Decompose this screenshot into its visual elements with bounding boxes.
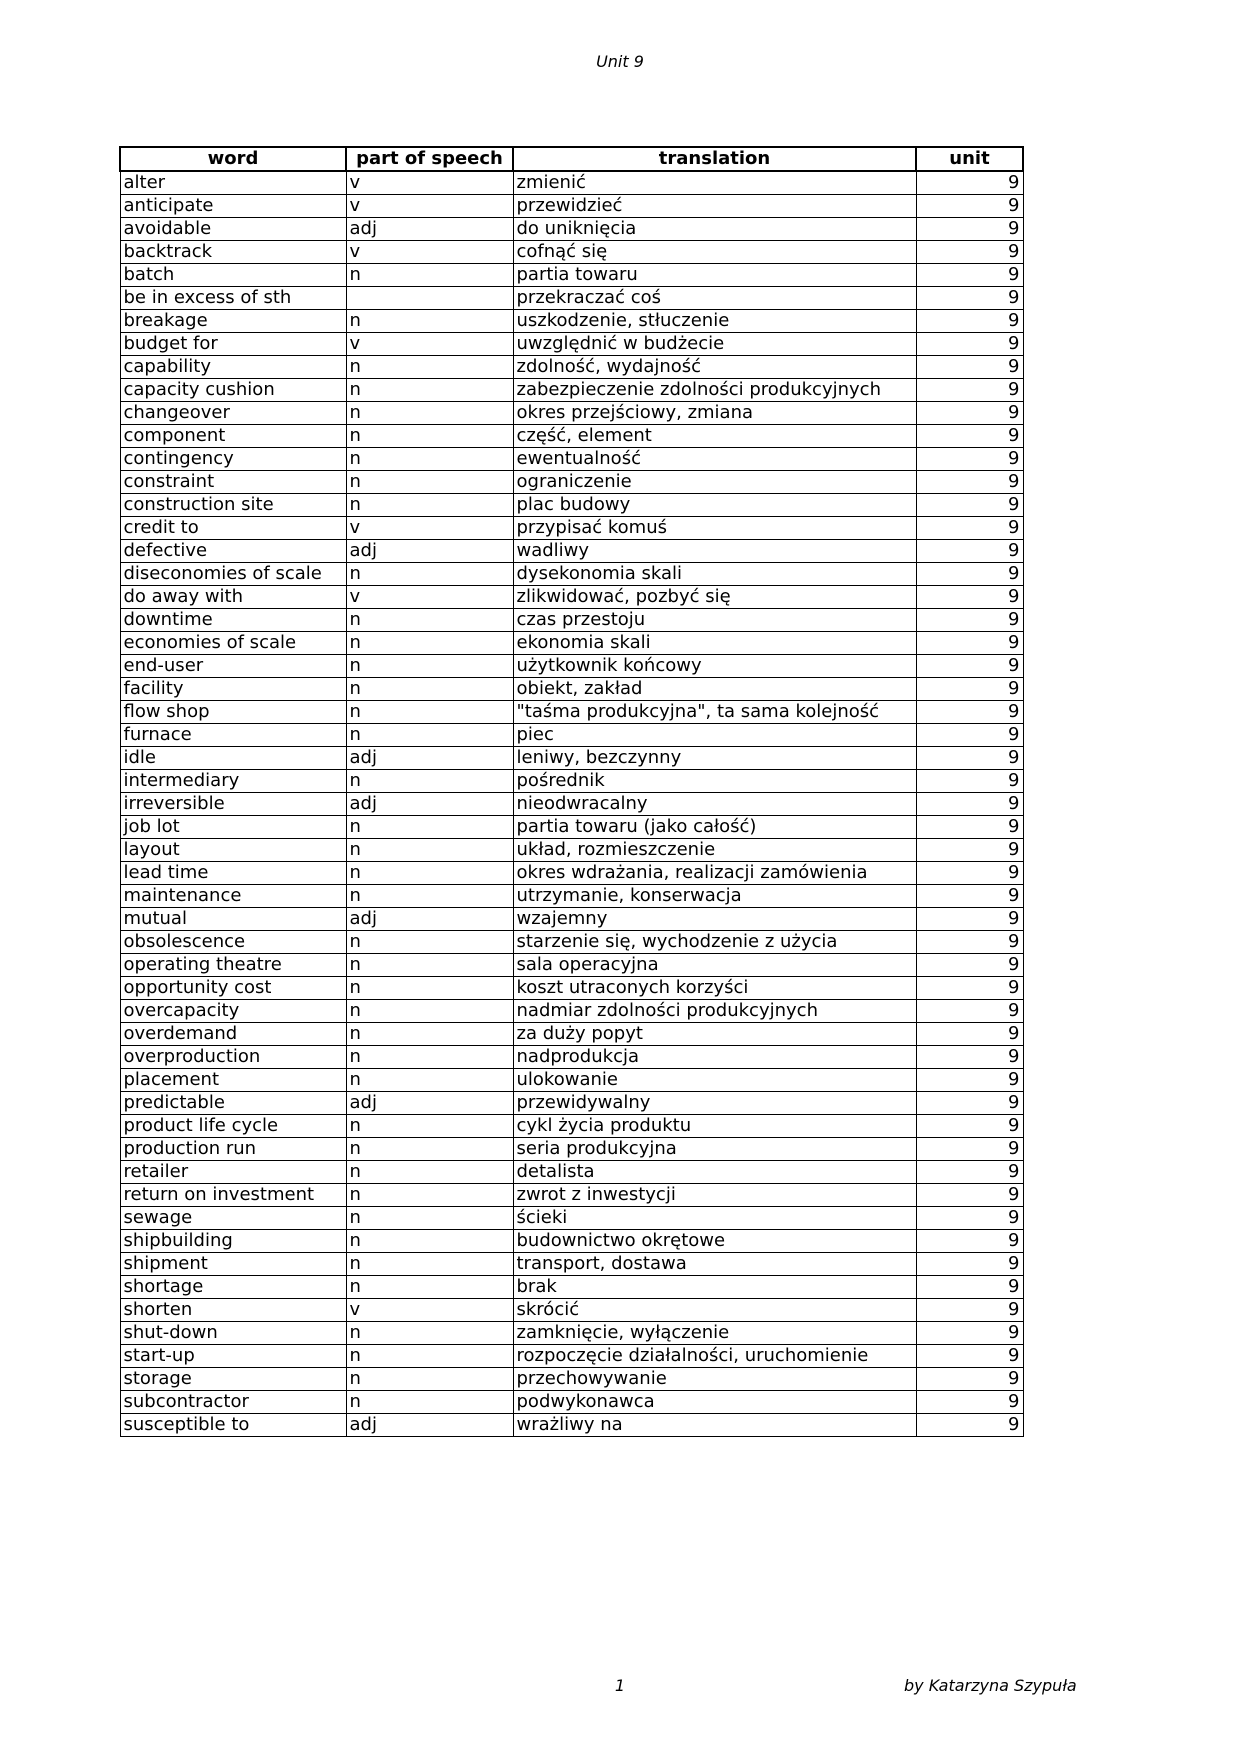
- part-of-speech-cell: adj: [346, 218, 513, 241]
- translation-cell: zamknięcie, wyłączenie: [513, 1322, 916, 1345]
- table-row: [120, 1368, 1023, 1391]
- part-of-speech-cell: adj: [346, 908, 513, 931]
- part-of-speech-cell: n: [346, 816, 513, 839]
- part-of-speech-cell: n: [346, 310, 513, 333]
- unit-cell: 9: [916, 171, 1023, 195]
- unit-cell: 9: [916, 379, 1023, 402]
- word-cell: operating theatre: [120, 954, 346, 977]
- translation-cell: seria produkcyjna: [513, 1138, 916, 1161]
- table-row: [120, 1322, 1023, 1345]
- table-row: [120, 241, 1023, 264]
- translation-cell: ewentualność: [513, 448, 916, 471]
- part-of-speech-cell: v: [346, 171, 513, 195]
- word-cell: flow shop: [120, 701, 346, 724]
- word-cell: avoidable: [120, 218, 346, 241]
- part-of-speech-cell: n: [346, 1322, 513, 1345]
- part-of-speech-cell: adj: [346, 540, 513, 563]
- word-cell: facility: [120, 678, 346, 701]
- word-cell: lead time: [120, 862, 346, 885]
- word-cell: capacity cushion: [120, 379, 346, 402]
- part-of-speech-cell: adj: [346, 1092, 513, 1115]
- unit-cell: 9: [916, 494, 1023, 517]
- unit-cell: 9: [916, 655, 1023, 678]
- translation-cell: "taśma produkcyjna", ta sama kolejność: [513, 701, 916, 724]
- unit-cell: 9: [916, 1046, 1023, 1069]
- translation-cell: przewidywalny: [513, 1092, 916, 1115]
- translation-cell: budownictwo okrętowe: [513, 1230, 916, 1253]
- part-of-speech-cell: n: [346, 356, 513, 379]
- translation-cell: okres wdrażania, realizacji zamówienia: [513, 862, 916, 885]
- table-row: [120, 839, 1023, 862]
- translation-cell: nieodwracalny: [513, 793, 916, 816]
- part-of-speech-cell: n: [346, 563, 513, 586]
- word-cell: susceptible to: [120, 1414, 346, 1437]
- table-row: [120, 1092, 1023, 1115]
- unit-cell: 9: [916, 908, 1023, 931]
- unit-cell: 9: [916, 862, 1023, 885]
- unit-cell: 9: [916, 310, 1023, 333]
- part-of-speech-cell: n: [346, 1023, 513, 1046]
- unit-cell: 9: [916, 977, 1023, 1000]
- table-row: [120, 356, 1023, 379]
- word-cell: intermediary: [120, 770, 346, 793]
- word-cell: obsolescence: [120, 931, 346, 954]
- unit-cell: 9: [916, 1414, 1023, 1437]
- unit-cell: 9: [916, 241, 1023, 264]
- part-of-speech-cell: n: [346, 632, 513, 655]
- word-cell: opportunity cost: [120, 977, 346, 1000]
- part-of-speech-cell: v: [346, 1299, 513, 1322]
- table-row: [120, 1161, 1023, 1184]
- unit-cell: 9: [916, 1391, 1023, 1414]
- translation-cell: do uniknięcia: [513, 218, 916, 241]
- unit-cell: 9: [916, 701, 1023, 724]
- part-of-speech-cell: n: [346, 1115, 513, 1138]
- unit-cell: 9: [916, 1115, 1023, 1138]
- table-row: [120, 1000, 1023, 1023]
- unit-cell: 9: [916, 1322, 1023, 1345]
- word-cell: breakage: [120, 310, 346, 333]
- unit-cell: 9: [916, 1299, 1023, 1322]
- translation-cell: zlikwidować, pozbyć się: [513, 586, 916, 609]
- translation-cell: pośrednik: [513, 770, 916, 793]
- unit-cell: 9: [916, 1092, 1023, 1115]
- word-cell: shortage: [120, 1276, 346, 1299]
- part-of-speech-cell: n: [346, 1138, 513, 1161]
- table-row: [120, 1345, 1023, 1368]
- table-row: [120, 264, 1023, 287]
- table-row: [120, 954, 1023, 977]
- unit-cell: 9: [916, 540, 1023, 563]
- table-row: [120, 908, 1023, 931]
- word-cell: subcontractor: [120, 1391, 346, 1414]
- unit-cell: 9: [916, 816, 1023, 839]
- translation-cell: układ, rozmieszczenie: [513, 839, 916, 862]
- unit-cell: 9: [916, 632, 1023, 655]
- word-cell: retailer: [120, 1161, 346, 1184]
- translation-cell: wzajemny: [513, 908, 916, 931]
- part-of-speech-cell: n: [346, 655, 513, 678]
- part-of-speech-cell: n: [346, 1207, 513, 1230]
- word-cell: production run: [120, 1138, 346, 1161]
- table-row: [120, 563, 1023, 586]
- translation-cell: skrócić: [513, 1299, 916, 1322]
- part-of-speech-cell: [346, 287, 513, 310]
- word-cell: placement: [120, 1069, 346, 1092]
- unit-cell: 9: [916, 402, 1023, 425]
- part-of-speech-cell: n: [346, 1069, 513, 1092]
- table-row: [120, 586, 1023, 609]
- unit-cell: 9: [916, 931, 1023, 954]
- translation-cell: zwrot z inwestycji: [513, 1184, 916, 1207]
- table-row: [120, 1276, 1023, 1299]
- word-cell: shut-down: [120, 1322, 346, 1345]
- word-cell: do away with: [120, 586, 346, 609]
- part-of-speech-cell: n: [346, 839, 513, 862]
- table-row: [120, 195, 1023, 218]
- part-of-speech-cell: n: [346, 1184, 513, 1207]
- table-row: [120, 1391, 1023, 1414]
- translation-cell: ścieki: [513, 1207, 916, 1230]
- translation-cell: nadmiar zdolności produkcyjnych: [513, 1000, 916, 1023]
- word-cell: budget for: [120, 333, 346, 356]
- part-of-speech-cell: n: [346, 1345, 513, 1368]
- table-row: [120, 540, 1023, 563]
- part-of-speech-cell: n: [346, 609, 513, 632]
- word-cell: sewage: [120, 1207, 346, 1230]
- part-of-speech-cell: adj: [346, 1414, 513, 1437]
- translation-cell: wadliwy: [513, 540, 916, 563]
- unit-cell: 9: [916, 954, 1023, 977]
- table-row: [120, 379, 1023, 402]
- unit-cell: 9: [916, 839, 1023, 862]
- table-row: [120, 1115, 1023, 1138]
- word-cell: diseconomies of scale: [120, 563, 346, 586]
- translation-cell: ulokowanie: [513, 1069, 916, 1092]
- table-row: [120, 1138, 1023, 1161]
- word-cell: product life cycle: [120, 1115, 346, 1138]
- table-row: [120, 1230, 1023, 1253]
- part-of-speech-cell: v: [346, 195, 513, 218]
- translation-cell: koszt utraconych korzyści: [513, 977, 916, 1000]
- unit-cell: 9: [916, 356, 1023, 379]
- word-cell: batch: [120, 264, 346, 287]
- word-cell: component: [120, 425, 346, 448]
- translation-cell: plac budowy: [513, 494, 916, 517]
- unit-cell: 9: [916, 724, 1023, 747]
- translation-cell: przekraczać coś: [513, 287, 916, 310]
- table-row: [120, 517, 1023, 540]
- word-cell: start-up: [120, 1345, 346, 1368]
- translation-cell: przechowywanie: [513, 1368, 916, 1391]
- translation-cell: detalista: [513, 1161, 916, 1184]
- unit-cell: 9: [916, 218, 1023, 241]
- translation-cell: przewidzieć: [513, 195, 916, 218]
- part-of-speech-cell: n: [346, 494, 513, 517]
- translation-cell: uszkodzenie, stłuczenie: [513, 310, 916, 333]
- unit-cell: 9: [916, 448, 1023, 471]
- unit-cell: 9: [916, 1138, 1023, 1161]
- part-of-speech-cell: n: [346, 770, 513, 793]
- translation-cell: przypisać komuś: [513, 517, 916, 540]
- word-cell: overdemand: [120, 1023, 346, 1046]
- part-of-speech-cell: adj: [346, 793, 513, 816]
- word-cell: end-user: [120, 655, 346, 678]
- translation-cell: leniwy, bezczynny: [513, 747, 916, 770]
- unit-cell: 9: [916, 609, 1023, 632]
- table-row: [120, 494, 1023, 517]
- translation-cell: nadprodukcja: [513, 1046, 916, 1069]
- word-cell: changeover: [120, 402, 346, 425]
- word-cell: layout: [120, 839, 346, 862]
- table-body: [120, 171, 1023, 1437]
- unit-cell: 9: [916, 1276, 1023, 1299]
- table-row: [120, 218, 1023, 241]
- table-row: [120, 1184, 1023, 1207]
- table-row: [120, 632, 1023, 655]
- unit-cell: 9: [916, 770, 1023, 793]
- table-row: [120, 402, 1023, 425]
- part-of-speech-cell: n: [346, 862, 513, 885]
- translation-cell: partia towaru: [513, 264, 916, 287]
- word-cell: predictable: [120, 1092, 346, 1115]
- table-row: [120, 977, 1023, 1000]
- translation-cell: cykl życia produktu: [513, 1115, 916, 1138]
- word-cell: alter: [120, 171, 346, 195]
- page-number: 1: [614, 1676, 626, 1695]
- table-row: [120, 471, 1023, 494]
- table-row: [120, 1046, 1023, 1069]
- word-cell: storage: [120, 1368, 346, 1391]
- table-row: [120, 310, 1023, 333]
- word-cell: shipbuilding: [120, 1230, 346, 1253]
- translation-cell: sala operacyjna: [513, 954, 916, 977]
- word-cell: job lot: [120, 816, 346, 839]
- translation-cell: starzenie się, wychodzenie z użycia: [513, 931, 916, 954]
- table-row: [120, 609, 1023, 632]
- part-of-speech-cell: n: [346, 1276, 513, 1299]
- unit-cell: 9: [916, 1161, 1023, 1184]
- word-cell: defective: [120, 540, 346, 563]
- part-of-speech-cell: n: [346, 678, 513, 701]
- part-of-speech-cell: n: [346, 264, 513, 287]
- part-of-speech-cell: n: [346, 977, 513, 1000]
- word-cell: be in excess of sth: [120, 287, 346, 310]
- table-row: [120, 425, 1023, 448]
- part-of-speech-cell: v: [346, 586, 513, 609]
- table-row: [120, 862, 1023, 885]
- word-cell: credit to: [120, 517, 346, 540]
- part-of-speech-cell: n: [346, 1000, 513, 1023]
- part-of-speech-cell: n: [346, 448, 513, 471]
- table-row: [120, 1023, 1023, 1046]
- table-header-row: [120, 147, 1023, 171]
- table-row: [120, 448, 1023, 471]
- translation-cell: ekonomia skali: [513, 632, 916, 655]
- unit-cell: 9: [916, 1368, 1023, 1391]
- part-of-speech-cell: v: [346, 241, 513, 264]
- translation-cell: część, element: [513, 425, 916, 448]
- translation-cell: zabezpieczenie zdolności produkcyjnych: [513, 379, 916, 402]
- unit-cell: 9: [916, 885, 1023, 908]
- word-cell: irreversible: [120, 793, 346, 816]
- word-cell: anticipate: [120, 195, 346, 218]
- table-row: [120, 724, 1023, 747]
- unit-cell: 9: [916, 287, 1023, 310]
- part-of-speech-cell: n: [346, 1391, 513, 1414]
- unit-cell: 9: [916, 1000, 1023, 1023]
- word-cell: idle: [120, 747, 346, 770]
- part-of-speech-cell: n: [346, 1046, 513, 1069]
- part-of-speech-cell: n: [346, 1161, 513, 1184]
- word-cell: shorten: [120, 1299, 346, 1322]
- unit-cell: 9: [916, 1253, 1023, 1276]
- unit-cell: 9: [916, 425, 1023, 448]
- vocabulary-table: [119, 146, 1024, 1437]
- word-cell: constraint: [120, 471, 346, 494]
- part-of-speech-cell: n: [346, 1253, 513, 1276]
- column-header-translation: translation: [513, 147, 916, 171]
- unit-cell: 9: [916, 1230, 1023, 1253]
- table-row: [120, 931, 1023, 954]
- translation-cell: transport, dostawa: [513, 1253, 916, 1276]
- part-of-speech-cell: adj: [346, 747, 513, 770]
- table-row: [120, 1299, 1023, 1322]
- translation-cell: wrażliwy na: [513, 1414, 916, 1437]
- translation-cell: partia towaru (jako całość): [513, 816, 916, 839]
- unit-cell: 9: [916, 1207, 1023, 1230]
- translation-cell: uwzględnić w budżecie: [513, 333, 916, 356]
- unit-cell: 9: [916, 517, 1023, 540]
- translation-cell: obiekt, zakład: [513, 678, 916, 701]
- table-row: [120, 1253, 1023, 1276]
- part-of-speech-cell: n: [346, 954, 513, 977]
- column-header-unit: unit: [916, 147, 1023, 171]
- table-row: [120, 1207, 1023, 1230]
- table-row: [120, 701, 1023, 724]
- translation-cell: zmienić: [513, 171, 916, 195]
- translation-cell: cofnąć się: [513, 241, 916, 264]
- table-row: [120, 655, 1023, 678]
- translation-cell: rozpoczęcie działalności, uruchomienie: [513, 1345, 916, 1368]
- part-of-speech-cell: n: [346, 724, 513, 747]
- translation-cell: podwykonawca: [513, 1391, 916, 1414]
- table-row: [120, 1069, 1023, 1092]
- part-of-speech-cell: n: [346, 379, 513, 402]
- author-credit: by Katarzyna Szypuła: [904, 1676, 1077, 1695]
- word-cell: maintenance: [120, 885, 346, 908]
- word-cell: capability: [120, 356, 346, 379]
- unit-cell: 9: [916, 264, 1023, 287]
- column-header-word: word: [120, 147, 346, 171]
- part-of-speech-cell: n: [346, 885, 513, 908]
- unit-cell: 9: [916, 333, 1023, 356]
- part-of-speech-cell: n: [346, 701, 513, 724]
- translation-cell: za duży popyt: [513, 1023, 916, 1046]
- word-cell: overcapacity: [120, 1000, 346, 1023]
- table-row: [120, 287, 1023, 310]
- part-of-speech-cell: n: [346, 1230, 513, 1253]
- unit-cell: 9: [916, 586, 1023, 609]
- word-cell: downtime: [120, 609, 346, 632]
- unit-cell: 9: [916, 195, 1023, 218]
- part-of-speech-cell: n: [346, 471, 513, 494]
- unit-cell: 9: [916, 747, 1023, 770]
- translation-cell: okres przejściowy, zmiana: [513, 402, 916, 425]
- unit-cell: 9: [916, 793, 1023, 816]
- word-cell: return on investment: [120, 1184, 346, 1207]
- translation-cell: zdolność, wydajność: [513, 356, 916, 379]
- table-row: [120, 770, 1023, 793]
- word-cell: backtrack: [120, 241, 346, 264]
- table-row: [120, 816, 1023, 839]
- translation-cell: czas przestoju: [513, 609, 916, 632]
- part-of-speech-cell: v: [346, 333, 513, 356]
- word-cell: construction site: [120, 494, 346, 517]
- translation-cell: piec: [513, 724, 916, 747]
- translation-cell: brak: [513, 1276, 916, 1299]
- table-row: [120, 793, 1023, 816]
- part-of-speech-cell: n: [346, 402, 513, 425]
- word-cell: economies of scale: [120, 632, 346, 655]
- word-cell: shipment: [120, 1253, 346, 1276]
- translation-cell: dysekonomia skali: [513, 563, 916, 586]
- unit-cell: 9: [916, 678, 1023, 701]
- unit-cell: 9: [916, 1023, 1023, 1046]
- table-row: [120, 747, 1023, 770]
- word-cell: mutual: [120, 908, 346, 931]
- table-row: [120, 333, 1023, 356]
- table-row: [120, 678, 1023, 701]
- translation-cell: użytkownik końcowy: [513, 655, 916, 678]
- table-row: [120, 885, 1023, 908]
- part-of-speech-cell: n: [346, 1368, 513, 1391]
- table-row: [120, 171, 1023, 195]
- page-header: Unit 9: [596, 52, 644, 71]
- unit-cell: 9: [916, 1069, 1023, 1092]
- translation-cell: utrzymanie, konserwacja: [513, 885, 916, 908]
- part-of-speech-cell: v: [346, 517, 513, 540]
- word-cell: furnace: [120, 724, 346, 747]
- unit-cell: 9: [916, 1345, 1023, 1368]
- unit-cell: 9: [916, 563, 1023, 586]
- table-row: [120, 1414, 1023, 1437]
- part-of-speech-cell: n: [346, 931, 513, 954]
- word-cell: contingency: [120, 448, 346, 471]
- unit-cell: 9: [916, 471, 1023, 494]
- column-header-part-of-speech: part of speech: [346, 147, 513, 171]
- translation-cell: ograniczenie: [513, 471, 916, 494]
- part-of-speech-cell: n: [346, 425, 513, 448]
- unit-cell: 9: [916, 1184, 1023, 1207]
- word-cell: overproduction: [120, 1046, 346, 1069]
